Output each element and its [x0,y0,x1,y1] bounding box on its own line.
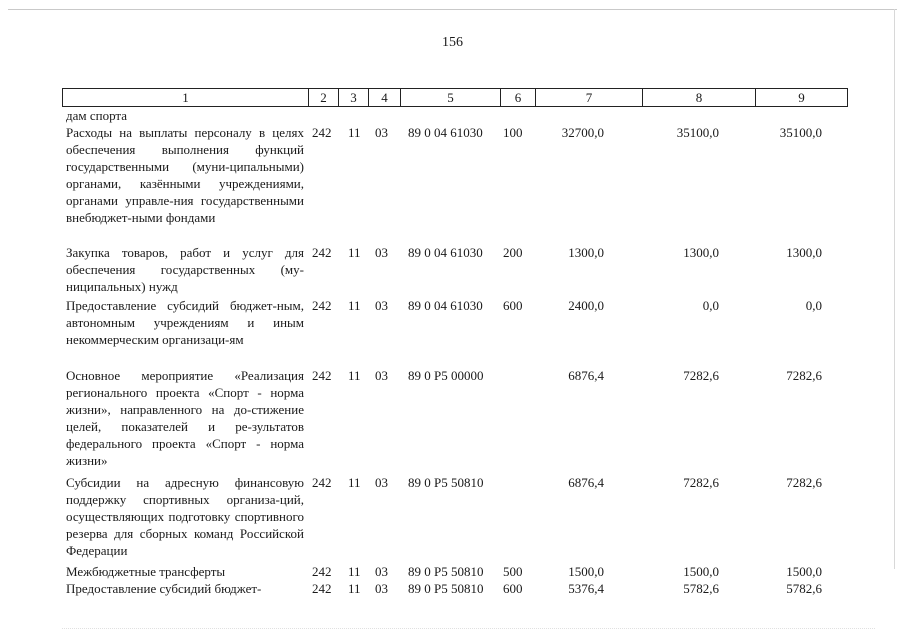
cell-amount-col9: 5782,6 [786,581,822,596]
cell-amount-col7: 32700,0 [561,125,604,140]
cell-amount-col7: 6876,4 [568,368,604,383]
cell-ministry-code: 242 [312,475,332,490]
row-description: Закупка товаров, работ и услуг для обеспечения государственных (му-ниципальных) нужд [66,245,304,294]
cell-ministry-code: 242 [312,298,332,313]
cell-target-article: 89 0 04 61030 [408,298,483,313]
cell-target-article: 89 0 Р5 50810 [408,564,484,579]
header-cell-7: 7 [536,89,643,106]
cell-amount-col8: 35100,0 [676,125,719,140]
row-description: Основное мероприятие «Реализация регионального проекта «Спорт - норма жизни», направленного на до-стижение целей, показателей и ре-зультатов федерального проекта «Спорт - норма жизни» [66,368,304,468]
header-cell-8: 8 [643,89,756,106]
cell-expense-type: 600 [503,298,523,313]
cell-subsection: 03 [375,564,388,579]
cell-section: 11 [348,245,361,260]
row-description: Субсидии на адресную финансовую поддержку спортивных организа-ций, осуществляющих подготовку спортивного резерва для сборных команд Российской Федерации [66,475,304,558]
cell-subsection: 03 [375,125,388,140]
cell-section: 11 [348,581,361,596]
cell-ministry-code: 242 [312,245,332,260]
scan-edge-right [894,9,895,569]
cell-subsection: 03 [375,475,388,490]
cell-amount-col7: 2400,0 [568,298,604,313]
row-description: Предоставление субсидий бюджет-ным, автономным учреждениям и иным некоммерческим организаци-ям [66,298,304,347]
cell-amount-col8: 0,0 [702,298,719,313]
table-header [62,88,848,107]
scan-edge-bottom [62,628,875,629]
row-description: Предоставление субсидий бюджет- [66,581,262,596]
cell-section: 11 [348,125,361,140]
cell-subsection: 03 [375,245,388,260]
cell-section: 11 [348,564,361,579]
cell-amount-col9: 7282,6 [786,368,822,383]
cell-amount-col9: 7282,6 [786,475,822,490]
header-cell-4: 4 [369,89,401,106]
cell-target-article: 89 0 04 61030 [408,125,483,140]
cell-target-article: 89 0 Р5 50810 [408,581,484,596]
cell-amount-col9: 35100,0 [779,125,822,140]
cell-amount-col7: 1300,0 [568,245,604,260]
cell-ministry-code: 242 [312,581,332,596]
cell-subsection: 03 [375,298,388,313]
cell-expense-type: 200 [503,245,523,260]
header-cell-9: 9 [798,90,805,105]
cell-expense-type: 500 [503,564,523,579]
row-description: дам спорта [66,108,128,123]
cell-amount-col8: 1500,0 [683,564,719,579]
cell-subsection: 03 [375,368,388,383]
cell-amount-col9: 0,0 [805,298,822,313]
budget-table [62,88,848,596]
header-cell-2: 2 [309,89,339,106]
cell-section: 11 [348,298,361,313]
header-cell-1: 1 [63,89,309,106]
cell-section: 11 [348,475,361,490]
cell-ministry-code: 242 [312,368,332,383]
cell-target-article: 89 0 04 61030 [408,245,483,260]
cell-section: 11 [348,368,361,383]
page-number: 156 [442,35,463,50]
cell-amount-col8: 7282,6 [683,368,719,383]
cell-amount-col8: 5782,6 [683,581,719,596]
cell-target-article: 89 0 Р5 50810 [408,475,484,490]
cell-amount-col9: 1500,0 [786,564,822,579]
header-cell-5: 5 [401,89,501,106]
scan-edge-top [8,9,897,10]
cell-amount-col8: 1300,0 [683,245,719,260]
cell-amount-col7: 1500,0 [568,564,604,579]
header-cell-6: 6 [501,89,536,106]
row-description: Межбюджетные трансферты [66,564,226,579]
row-description: Расходы на выплаты персоналу в целях обеспечения выполнения функций государственными (муни-ципальными) органами, казёнными учреждениями, органами управле-ния государственными внебюджет-ными фондами [66,125,304,225]
cell-amount-col7: 5376,4 [568,581,604,596]
cell-subsection: 03 [375,581,388,596]
cell-amount-col7: 6876,4 [568,475,604,490]
cell-ministry-code: 242 [312,125,332,140]
header-cell-3: 3 [339,89,369,106]
cell-amount-col8: 7282,6 [683,475,719,490]
cell-expense-type: 100 [503,125,523,140]
cell-ministry-code: 242 [312,564,332,579]
cell-amount-col9: 1300,0 [786,245,822,260]
cell-target-article: 89 0 Р5 00000 [408,368,484,383]
cell-expense-type: 600 [503,581,523,596]
